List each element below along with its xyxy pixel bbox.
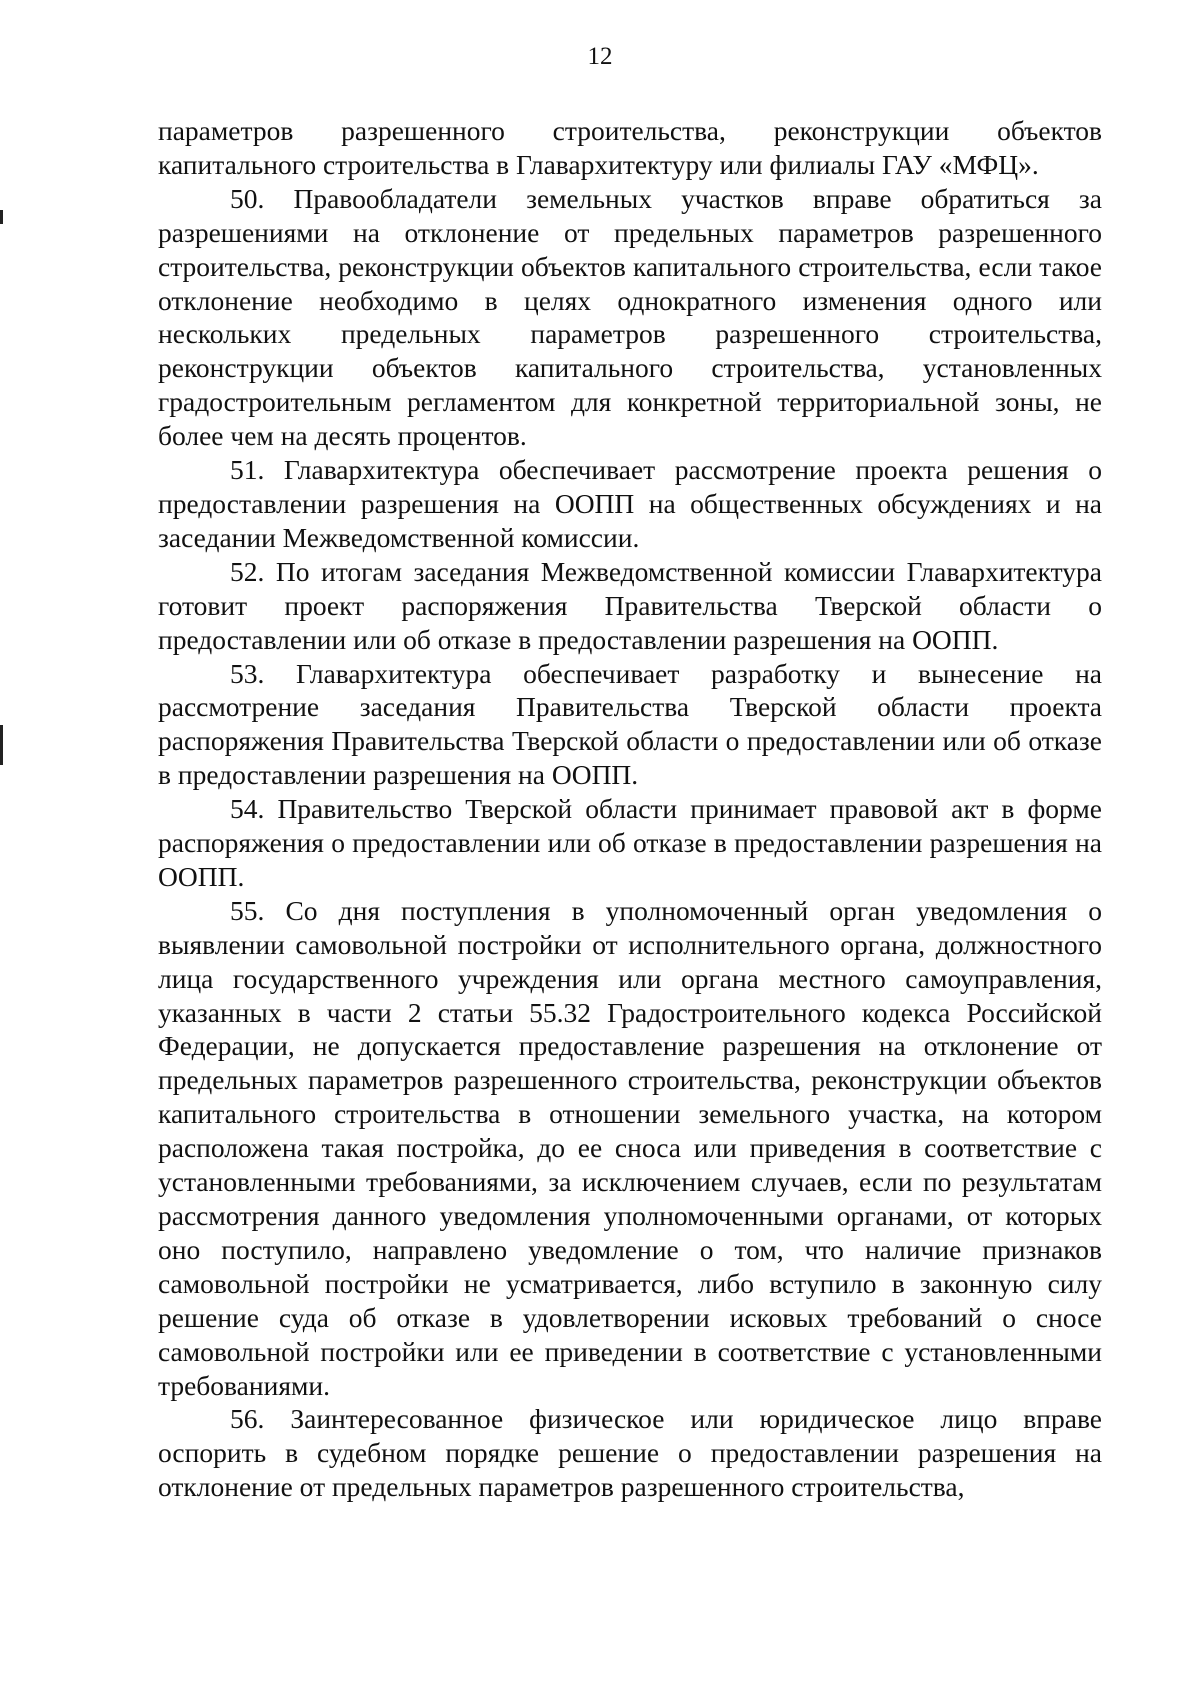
paragraph-50: 50. Правообладатели земельных участков вправе обратиться за разрешениями на отклонение от предельных параметров разрешенного строительства, реконструкции объектов капитального строительства, если такое отклонение необходимо в целях однократного изменения одного или нескольких предельных параметров разрешенного строительства, реконструкции объектов капитального строительства, установленных градостроительным регламентом для конкретной территориальной зоны, не более чем на десять процентов.	[158, 182, 1102, 452]
paragraph-54: 54. Правительство Тверской области принимает правовой акт в форме распоряжения о предоставлении или об отказе в предоставлении разрешения на ООПП.	[158, 793, 1102, 892]
paragraph-continuation: параметров разрешенного строительства, реконструкции объектов капитального строительства в Главархитектуру или филиалы ГАУ «МФЦ».	[158, 115, 1102, 180]
paragraph-52: 52. По итогам заседания Межведомственной комиссии Главархитектура готовит проект распоряжения Правительства Тверской области о предоставлении или об отказе в предоставлении разрешения на ООПП.	[158, 555, 1102, 655]
scan-edge-mark-middle	[0, 725, 3, 765]
paragraph-53: 53. Главархитектура обеспечивает разработку и вынесение на рассмотрение заседания Правительства Тверской области проекта распоряжения Правительства Тверской области о предоставлении или об отказе в предоставлении разрешения на ООПП.	[158, 657, 1102, 791]
paragraph-56: 56. Заинтересованное физическое или юридическое лицо вправе оспорить в судебном порядке решение о предоставлении разрешения на отклонение от предельных параметров разрешенного строительства,	[158, 1403, 1102, 1503]
paragraph-55: 55. Со дня поступления в уполномоченный орган уведомления о выявлении самовольной постройки от исполнительного органа, должностного лица государственного учреждения или органа местного самоуправления, указанных в части 2 статьи 55.32 Градостроительного кодекса Российской Федерации, не допускается предоставление разрешения на отклонение от предельных параметров разрешенного строительства, реконструкции объектов капитального строительства в отношении земельного участка, на котором расположена такая постройка, до ее сноса или приведения в соответствие с установленными требованиями, за исключением случаев, если по результатам рассмотрения данного уведомления уполномоченными органами, от которых оно поступило, направлено уведомление о том, что наличие признаков самовольной постройки не усматривается, либо вступило в законную силу решение суда об отказе в удовлетворении исковых требований о сносе самовольной постройки или ее приведении в соответствие с установленными требованиями.	[158, 894, 1102, 1401]
page-number: 12	[587, 43, 613, 70]
paragraph-51: 51. Главархитектура обеспечивает рассмотрение проекта решения о предоставлении разрешения на ООПП на общественных обсуждениях и на заседании Межведомственной комиссии.	[158, 454, 1102, 553]
document-body	[158, 114, 1102, 1504]
scan-edge-mark-top	[0, 210, 3, 224]
